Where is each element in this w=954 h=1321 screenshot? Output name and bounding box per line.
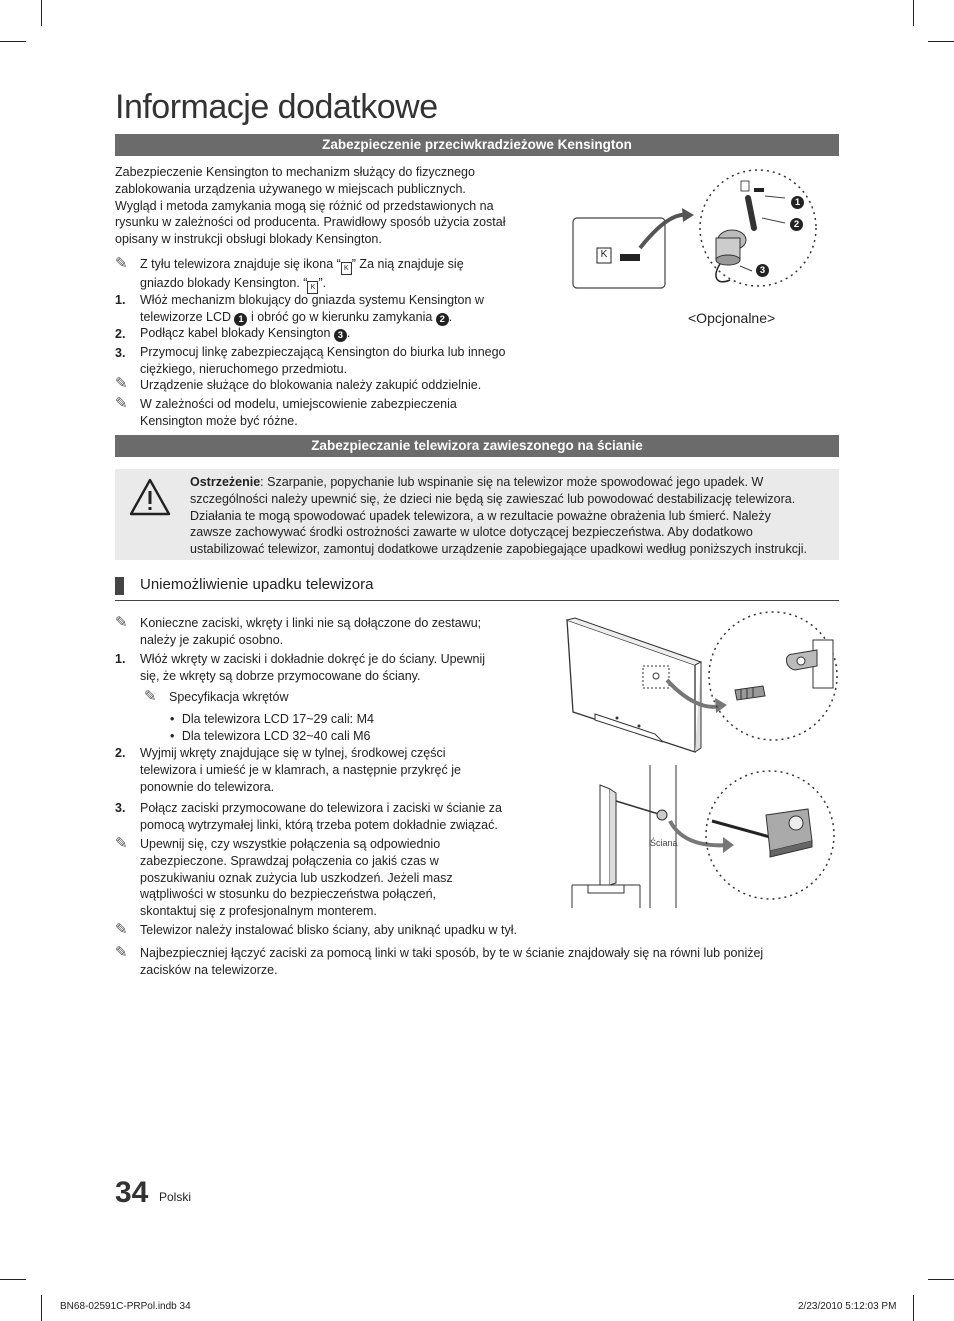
page-language: Polski xyxy=(159,1190,192,1204)
step-text: i obróć go w kierunku zamykania xyxy=(247,309,436,324)
kensington-step-3 xyxy=(140,344,506,378)
optional-label: <Opcjonalne> xyxy=(688,310,776,326)
step-number: 1. xyxy=(115,293,126,307)
page-number: 34 xyxy=(115,1176,149,1209)
step-text: . xyxy=(448,309,453,324)
crop-mark xyxy=(41,0,42,26)
warning-line: szczególności należy upewnić się, że dzieci nie będą się zawieszać lub powodować destabilizację telewizora. xyxy=(190,491,796,506)
note-text: Z tyłu telewizora znajduje się ikona “ xyxy=(140,257,341,271)
footer-file: BN68-02591C-PRPol.indb 34 xyxy=(60,1301,191,1312)
intro-line: Wygląd i metoda zamykania mogą się różnić od przedstawionych na xyxy=(115,198,494,213)
crop-mark xyxy=(913,0,914,26)
wall-note-d xyxy=(140,945,763,979)
intro-line: Zabezpieczenie Kensington to mechanizm służący do fizycznego xyxy=(115,165,475,179)
step-number: 2. xyxy=(115,327,126,341)
note-text: gniazdo blokady Kensington. “ xyxy=(140,276,308,290)
note-text: Najbezpieczniej łączyć zaciski za pomocą linki w taki sposób, by te w ścianie znajdowały się na równi lub poniżej xyxy=(140,946,764,960)
crop-mark xyxy=(0,41,26,42)
kensington-intro xyxy=(115,164,505,248)
note-text: poszukiwaniu oznak zużycia lub uszkodzeń. Jeżeli masz xyxy=(140,870,453,885)
step-text: ciężkiego, nieruchomego przedmiotu. xyxy=(140,361,348,376)
note-text: należy je zakupić osobno. xyxy=(140,632,284,647)
note-text: Upewnij się, czy wszystkie połączenia są odpowiednio xyxy=(140,837,441,851)
note-text: Konieczne zaciski, wkręty i linki nie są dołączone do zestawu; xyxy=(140,616,482,630)
crop-mark xyxy=(928,41,954,42)
section-heading-wall-mount: Zabezpieczanie telewizora zawieszonego na ścianie xyxy=(115,435,839,457)
note-text: wątpliwości w stosunku do bezpieczeństwa połączeń, xyxy=(140,887,436,902)
step-number: 3. xyxy=(115,346,126,360)
list-item: • Dla telewizora LCD 17~29 cali: M4 xyxy=(170,712,374,726)
subheading-text: Uniemożliwienie upadku telewizora xyxy=(140,576,374,593)
wall-label: Ściana xyxy=(650,838,678,848)
section-heading-kensington: Zabezpieczenie przeciwkradzieżowe Kensington xyxy=(115,134,839,156)
kensington-lock-icon: K xyxy=(307,281,318,294)
note-pencil-icon: ✎ xyxy=(115,614,128,631)
note-text: Kensington może być różne. xyxy=(140,413,298,428)
warning-line: zawsze zachowywać środki ostrożności zawarte w ulotce dotyczącej bezpieczeństwa. Aby dodatkowo xyxy=(190,525,753,540)
step-text: się, że wkręty są dobrze przymocowane do ściany. xyxy=(140,668,421,683)
crop-mark xyxy=(41,1295,42,1321)
subheading-prevent-fall xyxy=(115,575,839,601)
marker-1: 1 xyxy=(234,313,247,326)
warning-line: ustabilizować telewizor, zamontuj dodatkowe urządzenie zapobiegające upadkowi według poniższych instrukcji. xyxy=(190,542,808,557)
note-pencil-icon: ✎ xyxy=(115,395,128,412)
note-text: ” Za nią znajduje się xyxy=(351,257,464,271)
note-text: ”. xyxy=(318,276,327,290)
subheading-marker xyxy=(115,577,124,595)
step-text: Włóż wkręty w zaciski i dokładnie dokręć je do ściany. Upewnij xyxy=(140,652,486,666)
step-text: Włóż mechanizm blokujący do gniazda systemu Kensington w xyxy=(140,293,484,307)
intro-line: rysunku w zależności od producenta. Prawidłowy sposób użycia został xyxy=(115,215,506,230)
crop-mark xyxy=(913,1295,914,1321)
step-text: Podłącz kabel blokady Kensington xyxy=(140,326,334,340)
screw-spec-list xyxy=(170,711,374,745)
kensington-note-3 xyxy=(140,396,457,430)
page-title: Informacje dodatkowe xyxy=(115,88,438,126)
note-text: W zależności od modelu, umiejscowienie zabezpieczenia xyxy=(140,397,457,411)
list-item: • Dla telewizora LCD 32~40 cali M6 xyxy=(170,728,371,743)
step-text: ponownie do telewizora. xyxy=(140,779,275,794)
marker-2: 2 xyxy=(790,218,803,231)
note-pencil-icon: ✎ xyxy=(115,921,128,938)
tv-back-clamp-illustration xyxy=(555,610,845,760)
kensington-lock-icon: K xyxy=(341,262,352,275)
kensington-note-2: Urządzenie służące do blokowania należy zakupić oddzielnie. xyxy=(140,378,482,392)
step-number: 1. xyxy=(115,652,126,666)
step-number: 3. xyxy=(115,801,126,815)
note-text: skontaktuj się z profesjonalnym monterem. xyxy=(140,904,377,919)
marker-3: 3 xyxy=(334,329,347,342)
note-pencil-icon: ✎ xyxy=(115,835,128,852)
step-text: Połącz zaciski przymocowane do telewizora i zaciski w ścianie za xyxy=(140,801,502,815)
crop-mark xyxy=(0,1279,26,1280)
wall-step-3 xyxy=(140,800,502,834)
wall-step-2 xyxy=(140,745,461,795)
kensington-k-label: K xyxy=(600,249,608,260)
warning-line: Działania te mogą spowodować upadek telewizora, a w rezultacie poważne obrażenia lub śmierć. Należy xyxy=(190,508,771,523)
kensington-step-2 xyxy=(140,325,350,342)
warning-box xyxy=(115,469,839,560)
step-text: telewizorze LCD xyxy=(140,309,235,324)
warning-label: Ostrzeżenie xyxy=(190,475,261,489)
note-text: zacisków na telewizorze. xyxy=(140,962,278,977)
step-text: Przymocuj linkę zabezpieczającą Kensington do biurka lub innego xyxy=(140,345,506,359)
marker-3: 3 xyxy=(756,264,769,277)
list-item-text: Dla telewizora LCD 17~29 cali: M4 xyxy=(181,712,374,726)
step-text: Wyjmij wkręty znajdujące się w tylnej, środkowej części xyxy=(140,746,446,760)
wall-note-b xyxy=(140,836,453,920)
screw-spec-title: Specyfikacja wkrętów xyxy=(169,690,289,704)
note-pencil-icon: ✎ xyxy=(144,688,157,705)
marker-2: 2 xyxy=(436,313,449,326)
step-text: pomocą wytrzymałej linki, którą trzeba potem dokładnie związać. xyxy=(140,817,498,832)
wall-step-1 xyxy=(140,651,485,685)
warning-triangle-icon xyxy=(129,478,171,516)
wall-side-cable-illustration xyxy=(570,765,845,910)
note-pencil-icon: ✎ xyxy=(115,255,128,272)
footer-date: 2/23/2010 5:12:03 PM xyxy=(798,1301,897,1312)
step-text: telewizora i umieść je w klamrach, a następnie przykręć je xyxy=(140,762,461,777)
note-pencil-icon: ✎ xyxy=(115,944,128,961)
warning-line: : Szarpanie, popychanie lub wspinanie się na telewizor może spowodować jego upadek. W xyxy=(260,475,764,489)
note-text: zabezpieczone. Sprawdzaj połączenia co jakiś czas w xyxy=(140,853,439,868)
wall-note-c: Telewizor należy instalować blisko ściany, aby uniknąć upadku w tył. xyxy=(140,923,518,937)
step-number: 2. xyxy=(115,746,126,760)
list-item-text: Dla telewizora LCD 32~40 cali M6 xyxy=(181,728,371,743)
wall-note-a xyxy=(140,615,481,649)
warning-text xyxy=(190,474,835,558)
intro-line: zablokowania urządzenia używanego w miejscach publicznych. xyxy=(115,181,466,196)
marker-1: 1 xyxy=(791,196,804,209)
note-pencil-icon: ✎ xyxy=(115,375,128,392)
intro-line: opisany w instrukcji obsługi blokady Kensington. xyxy=(115,232,382,247)
kensington-step-1 xyxy=(140,292,484,326)
crop-mark xyxy=(928,1279,954,1280)
kensington-note-1 xyxy=(140,256,464,294)
kensington-lock-illustration xyxy=(570,168,840,293)
step-text: . xyxy=(346,326,351,340)
